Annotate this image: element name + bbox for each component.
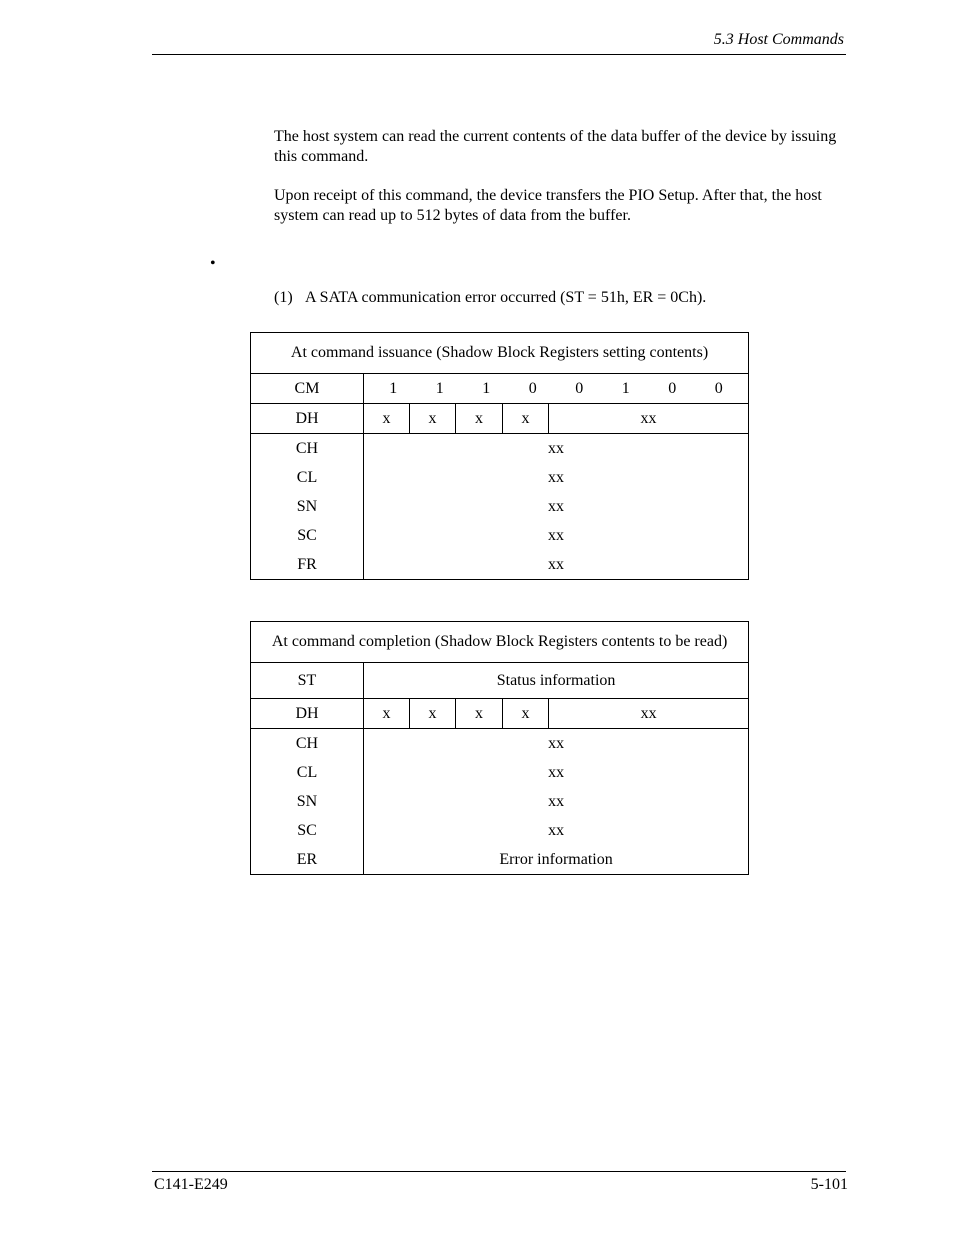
cm-row xyxy=(251,374,749,404)
dh-bit-6: x xyxy=(410,699,456,729)
dh-bit-4: x xyxy=(503,699,549,729)
error-case-number: (1) xyxy=(274,289,293,306)
dh-bit-7: x xyxy=(364,699,410,729)
bullet-marker: • xyxy=(210,255,216,272)
register-value: xx xyxy=(364,521,749,550)
error-case-text: A SATA communication error occurred (ST = 51h, ER = 0Ch). xyxy=(305,289,707,306)
cm-bit-6: 1 xyxy=(435,379,444,397)
dh-label: DH xyxy=(251,699,364,729)
dh-row xyxy=(251,404,749,434)
register-label: SN xyxy=(251,787,364,816)
dh-rest: xx xyxy=(549,404,749,434)
cm-label: CM xyxy=(251,374,364,404)
issuance-caption: At command issuance (Shadow Block Registers setting contents) xyxy=(251,333,749,374)
register-row xyxy=(251,816,749,845)
dh-bit-5: x xyxy=(456,699,503,729)
register-label: CL xyxy=(251,758,364,787)
register-value: Error information xyxy=(364,845,749,875)
register-label: SC xyxy=(251,816,364,845)
cm-bit-2: 1 xyxy=(621,379,630,397)
register-label: ER xyxy=(251,845,364,875)
register-value: xx xyxy=(364,550,749,580)
register-label: FR xyxy=(251,550,364,580)
dh-bit-7: x xyxy=(364,404,410,434)
register-row xyxy=(251,845,749,875)
register-row xyxy=(251,463,749,492)
cm-bit-3: 0 xyxy=(575,379,584,397)
completion-caption: At command completion (Shadow Block Registers contents to be read) xyxy=(251,622,749,663)
document-id: C141-E249 xyxy=(154,1176,228,1193)
st-row xyxy=(251,663,749,699)
error-case-item xyxy=(274,289,706,307)
register-row xyxy=(251,787,749,816)
register-value: xx xyxy=(364,729,749,759)
running-header: 5.3 Host Commands xyxy=(713,31,844,48)
register-value: xx xyxy=(364,816,749,845)
issuance-register-table xyxy=(250,332,749,580)
register-row xyxy=(251,521,749,550)
dh-bit-5: x xyxy=(456,404,503,434)
register-value: xx xyxy=(364,492,749,521)
register-label: CH xyxy=(251,434,364,464)
register-value: xx xyxy=(364,758,749,787)
dh-bit-4: x xyxy=(503,404,549,434)
dh-bit-6: x xyxy=(410,404,456,434)
st-value: Status information xyxy=(364,663,749,699)
register-row xyxy=(251,492,749,521)
register-row xyxy=(251,729,749,759)
register-label: SN xyxy=(251,492,364,521)
register-value: xx xyxy=(364,463,749,492)
register-row xyxy=(251,434,749,464)
register-value: xx xyxy=(364,787,749,816)
register-label: SC xyxy=(251,521,364,550)
completion-register-table xyxy=(250,621,749,875)
paragraph-description: The host system can read the current contents of the data buffer of the device by issuing this command. xyxy=(274,128,837,165)
header-rule xyxy=(152,54,846,55)
cm-bit-7: 1 xyxy=(389,379,398,397)
register-row xyxy=(251,550,749,580)
paragraph-transfer: Upon receipt of this command, the device transfers the PIO Setup. After that, the host system can read up to 512 bytes of data from the buffer. xyxy=(274,187,822,224)
register-label: CH xyxy=(251,729,364,759)
page-number: 5-101 xyxy=(810,1176,848,1193)
dh-rest: xx xyxy=(549,699,749,729)
footer-rule xyxy=(152,1171,846,1172)
register-row xyxy=(251,758,749,787)
register-value: xx xyxy=(364,434,749,464)
cm-bit-5: 1 xyxy=(482,379,491,397)
cm-bit-4: 0 xyxy=(528,379,537,397)
dh-row xyxy=(251,699,749,729)
register-label: CL xyxy=(251,463,364,492)
cm-bit-0: 0 xyxy=(714,379,723,397)
st-label: ST xyxy=(251,663,364,699)
cm-bit-1: 0 xyxy=(668,379,677,397)
dh-label: DH xyxy=(251,404,364,434)
